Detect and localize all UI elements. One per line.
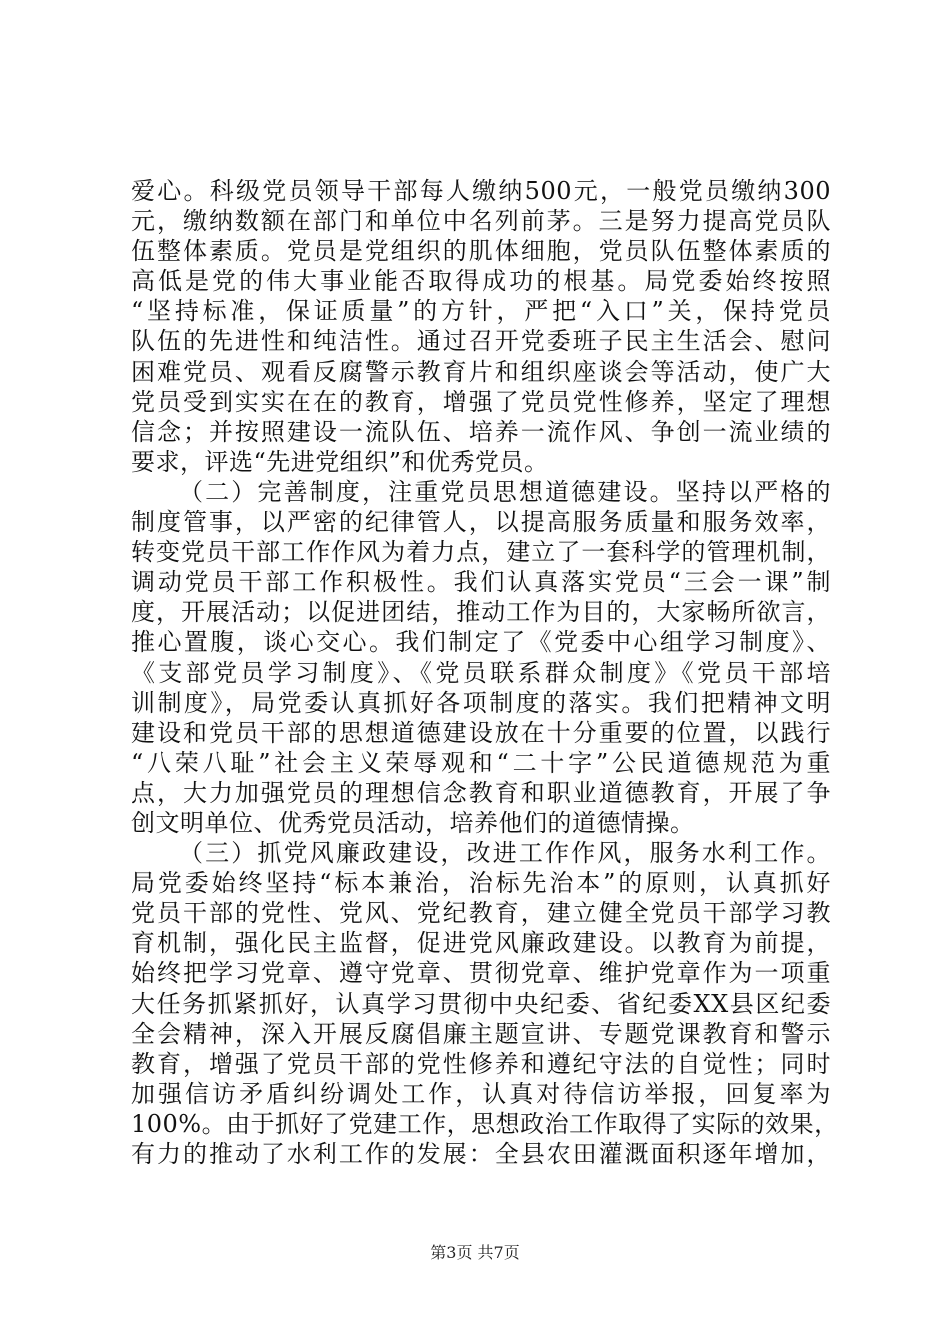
text-line: 育机制，强化民主监督，促进党风廉政建设。以教育为前提， xyxy=(131,929,831,958)
text-line: 建设和党员干部的思想道德建设放在十分重要的位置，以践行 xyxy=(131,718,831,747)
text-line: 教育，增强了党员干部的党性修养和遵纪守法的自觉性；同时 xyxy=(131,1049,831,1078)
text-line: 高低是党的伟大事业能否取得成功的根基。局党委始终按照 xyxy=(131,267,831,296)
text-line: 制度管事，以严密的纪律管人，以提高服务质量和服务效率， xyxy=(131,508,831,537)
text-line: 转变党员干部工作作风为着力点，建立了一套科学的管理机制， xyxy=(131,538,831,567)
text-line: 信念；并按照建设一流队伍、培养一流作风、争创一流业绩的 xyxy=(131,417,831,446)
text-line: 加强信访矛盾纠纷调处工作，认真对待信访举报，回复率为 xyxy=(131,1079,831,1108)
text-line: 调动党员干部工作积极性。我们认真落实党员“三会一课”制 xyxy=(131,568,831,597)
text-line: 要求，评选“先进党组织”和优秀党员。 xyxy=(131,447,549,476)
text-line: 全会精神，深入开展反腐倡廉主题宣讲、专题党课教育和警示 xyxy=(131,1019,831,1048)
text-line: 党员干部的党性、党风、党纪教育，建立健全党员干部学习教 xyxy=(131,899,831,928)
text-line: 元，缴纳数额在部门和单位中名列前茅。三是努力提高党员队 xyxy=(131,207,831,236)
text-line: 党员受到实实在在的教育，增强了党员党性修养，坚定了理想 xyxy=(131,387,831,416)
text-line: 有力的推动了水利工作的发展：全县农田灌溉面积逐年增加， xyxy=(131,1140,831,1168)
text-line: 局党委始终坚持“标本兼治，治标先治本”的原则，认真抓好 xyxy=(131,869,831,898)
text-line: 100%。由于抓好了党建工作，思想政治工作取得了实际的效果， xyxy=(131,1109,839,1138)
text-line: 度，开展活动；以促进团结，推动工作为目的，大家畅所欲言， xyxy=(131,598,831,627)
paragraph-start-line: （二）完善制度，注重党员思想道德建设。坚持以严格的 xyxy=(179,477,831,506)
text-line: 爱心。科级党员领导干部每人缴纳500元，一般党员缴纳300 xyxy=(131,177,831,205)
paragraph-start-line: （三）抓党风廉政建设，改进工作作风，服务水利工作。 xyxy=(179,839,831,868)
text-line: 《支部党员学习制度》、《党员联系群众制度》《党员干部培 xyxy=(131,658,831,687)
text-line: “八荣八耻”社会主义荣辱观和“二十字”公民道德规范为重 xyxy=(131,748,831,777)
body-text xyxy=(131,176,839,1169)
text-line: 困难党员、观看反腐警示教育片和组织座谈会等活动，使广大 xyxy=(131,357,831,386)
text-line: 推心置腹，谈心交心。我们制定了《党委中心组学习制度》、 xyxy=(131,628,831,657)
text-line: 训制度》，局党委认真抓好各项制度的落实。我们把精神文明 xyxy=(131,688,831,717)
page-number-footer: 第3页 共7页 xyxy=(430,1243,520,1262)
text-line: 伍整体素质。党员是党组织的肌体细胞，党员队伍整体素质的 xyxy=(131,237,831,266)
text-line: 始终把学习党章、遵守党章、贯彻党章、维护党章作为一项重 xyxy=(131,959,831,988)
text-line: “坚持标准，保证质量”的方针，严把“入口”关，保持党员 xyxy=(131,297,831,326)
text-line: 大任务抓紧抓好，认真学习贯彻中央纪委、省纪委XX县区纪委 xyxy=(131,989,831,1018)
text-line: 队伍的先进性和纯洁性。通过召开党委班子民主生活会、慰问 xyxy=(131,327,831,356)
text-line: 创文明单位、优秀党员活动，培养他们的道德情操。 xyxy=(131,808,695,837)
text-line: 点，大力加强党员的理想信念教育和职业道德教育，开展了争 xyxy=(131,778,831,807)
